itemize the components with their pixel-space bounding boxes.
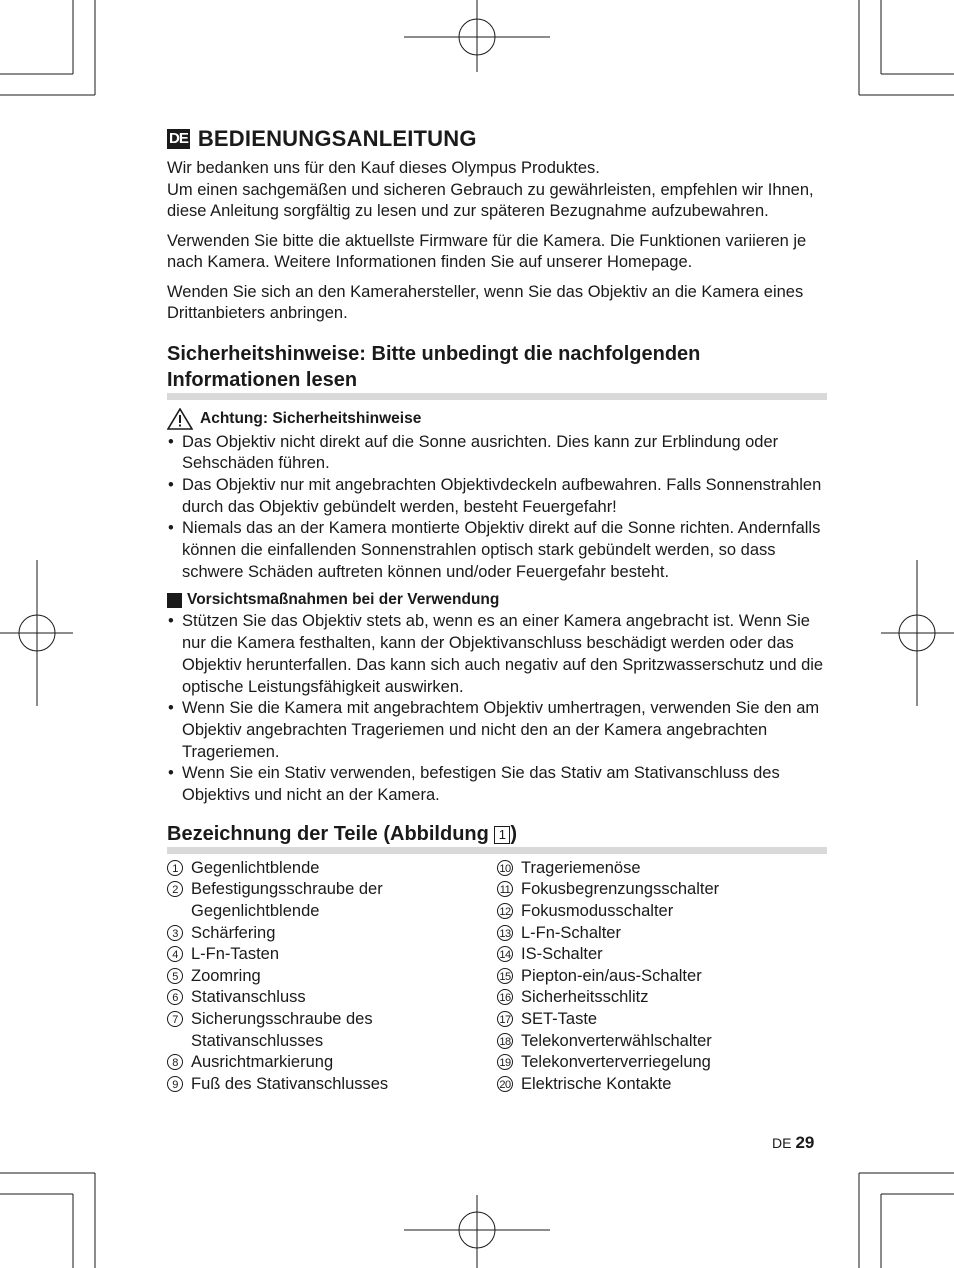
page-title bbox=[167, 126, 827, 152]
caution-heading bbox=[167, 408, 827, 430]
part-label: Elektrische Kontakte bbox=[521, 1074, 672, 1093]
part-number-badge: 15 bbox=[497, 968, 513, 984]
part-number-badge: 1 bbox=[167, 860, 183, 876]
footer-language: DE bbox=[772, 1135, 792, 1151]
part-label: Fokusbegrenzungsschalter bbox=[521, 880, 720, 899]
part-item bbox=[167, 923, 497, 945]
part-label: Telekonverterwählschalter bbox=[521, 1031, 712, 1050]
list-item: • Wenn Sie die Kamera mit angebrachtem Objektiv umhertragen, verwenden Sie den am Objektiv angebrachten Trageriemen und nicht den an der Kamera angebrachten Trageriemen. bbox=[167, 698, 827, 763]
parts-heading-text: Bezeichnung der Teile (Abbildung bbox=[167, 822, 489, 845]
part-label: L-Fn-Tasten bbox=[191, 945, 280, 964]
part-number-badge: 3 bbox=[167, 925, 183, 941]
list-item: • Stützen Sie das Objektiv stets ab, wenn es an einer Kamera angebracht ist. Wenn Sie nur die Kamera festhalten, kann der Objektivanschluss beschädigt werden oder das Objektiv herunterfallen. Das kann sich auch negativ auf den Spritzwasserschutz und die optische Leistungsfähigkeit auswirken. bbox=[167, 611, 827, 698]
part-label: Sicherungsschraube des Stativanschlusses bbox=[191, 1009, 373, 1050]
part-number-badge: 8 bbox=[167, 1054, 183, 1070]
part-label: Stativanschluss bbox=[191, 988, 306, 1007]
manual-content bbox=[167, 126, 827, 1095]
part-item bbox=[167, 1052, 497, 1074]
part-label: Sicherheitsschlitz bbox=[521, 988, 649, 1007]
part-number-badge: 5 bbox=[167, 968, 183, 984]
part-label: Trageriemenöse bbox=[521, 858, 641, 877]
part-label: Fokusmodusschalter bbox=[521, 901, 674, 920]
part-number-badge: 11 bbox=[497, 881, 513, 897]
part-item bbox=[497, 923, 827, 945]
safety-heading: Sicherheitshinweise: Bitte unbedingt die nachfolgenden Informationen lesen bbox=[167, 341, 827, 400]
part-number-badge: 13 bbox=[497, 925, 513, 941]
part-number-badge: 19 bbox=[497, 1054, 513, 1070]
caution-list bbox=[167, 432, 827, 584]
part-item bbox=[497, 944, 827, 966]
part-label: IS-Schalter bbox=[521, 945, 603, 964]
part-label: Gegenlichtblende bbox=[191, 858, 320, 877]
intro-paragraph: Wir bedanken uns für den Kauf dieses Olympus Produktes. bbox=[167, 159, 600, 177]
usage-heading bbox=[167, 591, 827, 609]
part-label: Piepton-ein/aus-Schalter bbox=[521, 966, 702, 985]
part-item bbox=[497, 1031, 827, 1053]
language-badge: DE bbox=[169, 130, 188, 147]
part-item bbox=[497, 987, 827, 1009]
part-number-badge: 2 bbox=[167, 881, 183, 897]
parts-heading-close: ) bbox=[510, 822, 518, 845]
part-item bbox=[167, 1009, 497, 1052]
part-label: Befestigungsschraube der Gegenlichtblende bbox=[191, 880, 383, 920]
part-label: Zoomring bbox=[191, 966, 261, 985]
page-footer bbox=[772, 1133, 814, 1153]
parts-column-left bbox=[167, 858, 497, 1096]
part-number-badge: 14 bbox=[497, 946, 513, 962]
part-label: Telekonverterverriegelung bbox=[521, 1053, 711, 1072]
list-item: • Niemals das an der Kamera montierte Objektiv direkt auf die Sonne richten. Andernfalls können die einfallenden Sonnenstrahlen optisch stark gebündelt werden, so dass schwere Schäden auftreten können und/oder Feuergefahr besteht. bbox=[167, 518, 827, 583]
intro-paragraph: Um einen sachgemäßen und sicheren Gebrauch zu gewährleisten, empfehlen wir Ihnen, diese Anleitung sorgfältig zu lesen und zur späteren Bezugnahme aufzubewahren. bbox=[167, 180, 814, 220]
intro-paragraph: Wenden Sie sich an den Kamerahersteller, wenn Sie das Objektiv an die Kamera eines Drittanbieters anbringen. bbox=[167, 282, 804, 322]
part-number-badge: 6 bbox=[167, 989, 183, 1005]
part-item bbox=[497, 879, 827, 901]
page-number: 29 bbox=[795, 1133, 815, 1152]
part-item bbox=[167, 1074, 497, 1096]
caution-title: Achtung: Sicherheitshinweise bbox=[200, 409, 422, 427]
intro-paragraph: Verwenden Sie bitte die aktuellste Firmware für die Kamera. Die Funktionen variieren je nach Kamera. Weitere Informationen finden Sie auf unserer Homepage. bbox=[167, 231, 807, 271]
black-square-icon bbox=[167, 593, 182, 608]
part-number-badge: 4 bbox=[167, 946, 183, 962]
part-item bbox=[167, 987, 497, 1009]
part-number-badge: 18 bbox=[497, 1033, 513, 1049]
usage-list bbox=[167, 611, 827, 806]
part-item bbox=[167, 944, 497, 966]
part-label: SET-Taste bbox=[521, 1009, 598, 1028]
parts-heading bbox=[167, 821, 827, 854]
part-item bbox=[497, 1052, 827, 1074]
part-item bbox=[167, 879, 497, 922]
warning-triangle-icon bbox=[167, 408, 193, 430]
part-number-badge: 7 bbox=[167, 1011, 183, 1027]
part-item bbox=[497, 901, 827, 923]
part-number-badge: 16 bbox=[497, 989, 513, 1005]
parts-column-right bbox=[497, 858, 827, 1096]
part-item bbox=[497, 1009, 827, 1031]
title-text: BEDIENUNGSANLEITUNG bbox=[197, 126, 477, 151]
list-item: • Wenn Sie ein Stativ verwenden, befestigen Sie das Stativ am Stativanschluss des Objektivs und nicht an der Kamera. bbox=[167, 763, 827, 806]
part-number-badge: 20 bbox=[497, 1076, 513, 1092]
part-label: Schärfering bbox=[191, 923, 276, 942]
part-label: Ausrichtmarkierung bbox=[191, 1053, 334, 1072]
part-item bbox=[167, 966, 497, 988]
part-number-badge: 17 bbox=[497, 1011, 513, 1027]
figure-number-box: 1 bbox=[494, 826, 510, 844]
parts-list bbox=[167, 858, 827, 1096]
part-label: Fuß des Stativanschlusses bbox=[191, 1074, 389, 1093]
part-number-badge: 12 bbox=[497, 903, 513, 919]
part-item bbox=[167, 858, 497, 880]
list-item: • Das Objektiv nicht direkt auf die Sonne ausrichten. Dies kann zur Erblindung oder Sehschäden führen. bbox=[167, 432, 827, 475]
part-number-badge: 9 bbox=[167, 1076, 183, 1092]
part-item bbox=[497, 858, 827, 880]
part-item bbox=[497, 966, 827, 988]
part-label: L-Fn-Schalter bbox=[521, 923, 621, 942]
part-item bbox=[497, 1074, 827, 1096]
part-number-badge: 10 bbox=[497, 860, 513, 876]
usage-title: Vorsichtsmaßnahmen bei der Verwendung bbox=[187, 591, 500, 609]
list-item: • Das Objektiv nur mit angebrachten Objektivdeckeln aufbewahren. Falls Sonnenstrahlen durch das Objektiv gebündelt werden, besteht Feuergefahr! bbox=[167, 475, 827, 518]
